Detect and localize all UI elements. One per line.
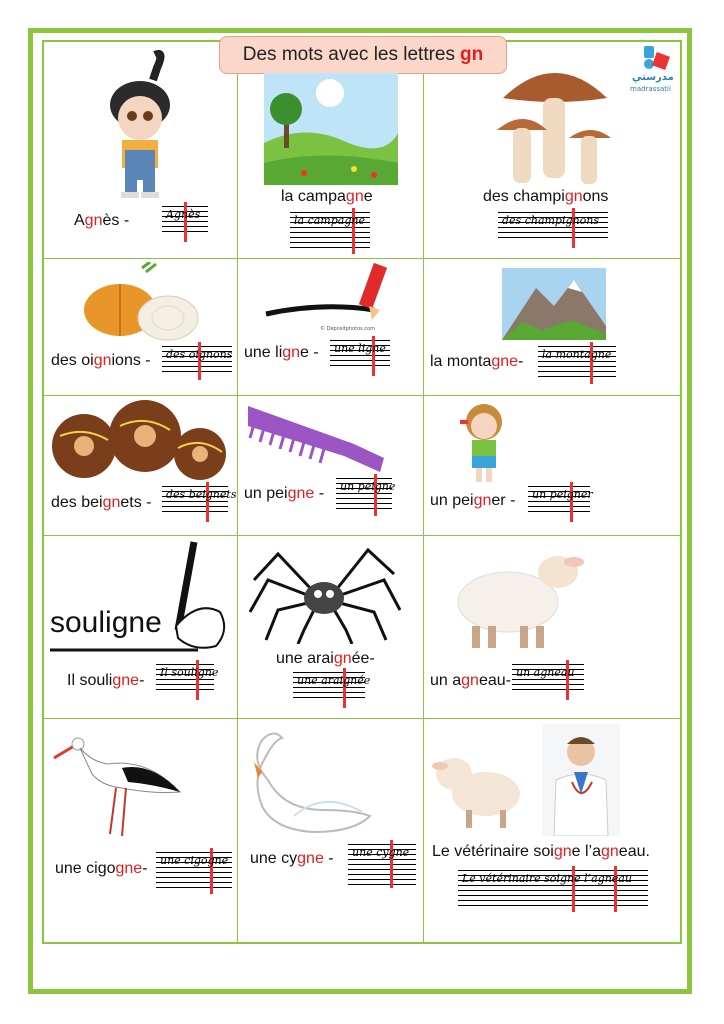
madrassatii-logo	[628, 44, 680, 94]
word-veterinaire: Le vétérinaire soigne l’agneau.	[432, 843, 650, 860]
word-cygne: une cygne -	[250, 850, 334, 867]
logo-arabic: مدرستي	[632, 72, 674, 83]
ruler-cygne: une cygne	[348, 844, 416, 888]
ruler-peigner: un peigner	[528, 486, 590, 516]
ruler-peigne: un peigne	[336, 478, 392, 510]
ruler-oignons: des oignons	[162, 346, 232, 376]
stork-image	[52, 722, 184, 846]
ruler-ligne: une ligne	[330, 340, 390, 370]
word-cigogne: une cigogne-	[55, 860, 148, 877]
mountain-image	[502, 268, 606, 340]
ruler-araignee: une araignée	[293, 672, 365, 702]
ruler-campagne: la campagne	[290, 212, 370, 248]
comb-image	[244, 396, 388, 476]
girl-combing-image	[452, 398, 516, 486]
image-credit: © Depositphotos.com	[320, 326, 375, 332]
word-agneau: un agneau-	[430, 672, 511, 689]
ruler-agneau: un agneau	[512, 664, 584, 694]
agnes-girl-image	[95, 50, 185, 200]
ruler-veterinaire: Le vétérinaire soigne l’agneau	[458, 870, 648, 910]
word-oignons: des oignions -	[51, 352, 151, 369]
logo-latin: madrassatii	[630, 85, 671, 93]
swan-image	[244, 720, 374, 840]
mushrooms-image	[495, 58, 615, 188]
grid-line	[43, 258, 681, 259]
page-title	[219, 36, 507, 74]
souligne-image-text: souligne	[50, 606, 162, 639]
ruler-montagne: la montagne	[538, 346, 616, 378]
word-ligne: une ligne -	[244, 344, 319, 361]
word-souligne: Il souligne-	[67, 672, 145, 689]
ruler-agnes: Agnès	[162, 206, 208, 236]
ruler-cigogne: une cigogne	[156, 852, 232, 888]
grid-line	[237, 41, 238, 943]
grid-line	[43, 535, 681, 536]
ruler-souligne: Il souligne	[156, 664, 214, 694]
word-araignee: une araignée-	[276, 650, 375, 667]
lamb-image	[448, 542, 588, 652]
ruler-beignets: des beignets	[162, 486, 228, 516]
grid-line	[423, 41, 424, 943]
word-montagne: la montagne-	[430, 353, 524, 370]
lamb-small-image	[430, 746, 530, 838]
word-campagne: la campagne	[281, 188, 373, 205]
pencil-line-image	[262, 262, 398, 332]
word-agnes: Agnès -	[74, 212, 130, 229]
donuts-image	[50, 396, 226, 486]
onions-image	[80, 262, 202, 342]
word-peigne: un peigne -	[244, 485, 325, 502]
veterinarian-image	[542, 724, 620, 836]
word-beignets: des beignets -	[51, 494, 152, 511]
hand-underline-image	[48, 540, 230, 656]
title-highlight: gn	[460, 44, 484, 65]
countryside-image	[264, 73, 398, 185]
word-champignons: des champignons	[483, 188, 609, 205]
word-peigner: un peigner -	[430, 492, 516, 509]
title-text: Des mots avec les lettres	[242, 44, 456, 65]
ruler-champignons: des champignons	[498, 212, 608, 242]
grid-line	[43, 718, 681, 719]
spider-image	[248, 540, 404, 644]
